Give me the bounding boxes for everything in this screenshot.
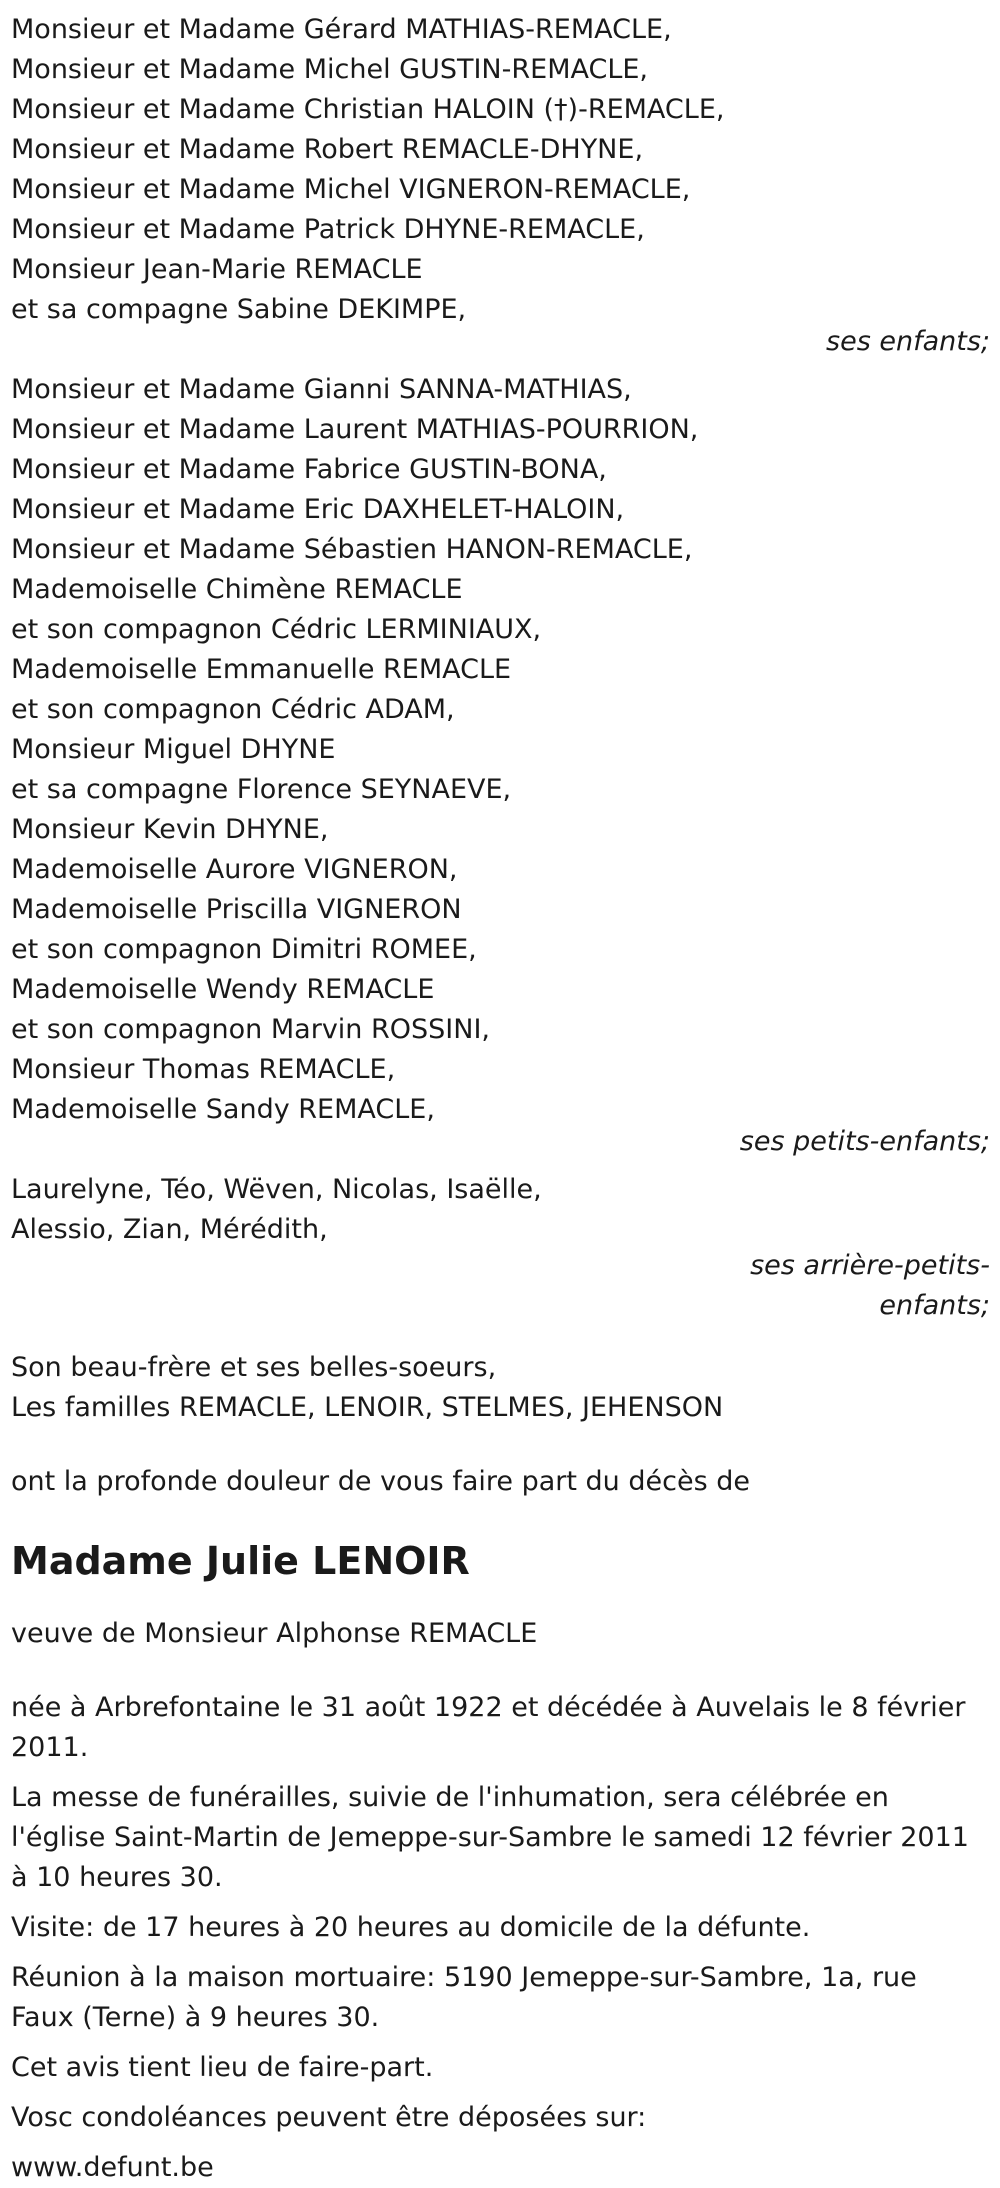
- visit-text: Visite: de 17 heures à 20 heures au domicile de la défunte.: [11, 1912, 811, 1943]
- name-line: Son beau-frère et ses belles-soeurs,: [11, 1352, 497, 1383]
- name-line: Monsieur et Madame Gianni SANNA-MATHIAS,: [11, 374, 632, 405]
- name-line: Mademoiselle Priscilla VIGNERON: [11, 894, 462, 925]
- name-line: Monsieur et Madame Fabrice GUSTIN-BONA,: [11, 454, 607, 485]
- funeral-mass-text: La messe de funérailles, suivie de l'inhumation, sera célébrée en l'église Saint-Martin de Jemeppe-sur-Sambre le samedi 12 février 2011 à 10 heures 30.: [11, 1782, 969, 1893]
- spacer: [11, 1428, 1000, 1462]
- great-grandchildren-section: [11, 1170, 1000, 1326]
- deceased-name: Madame Julie LENOIR: [11, 1539, 470, 1583]
- name-line: Mademoiselle Chimène REMACLE: [11, 574, 463, 605]
- name-line: Monsieur et Madame Michel VIGNERON-REMACLE,: [11, 174, 691, 205]
- grandchildren-section: [11, 370, 1000, 1162]
- name-line: et son compagnon Cédric LERMINIAUX,: [11, 614, 542, 645]
- name-line: Laurelyne, Téo, Wëven, Nicolas, Isaëlle,: [11, 1174, 542, 1205]
- grandchildren-role-label: ses petits-enfants;: [739, 1126, 990, 1157]
- name-line: Monsieur et Madame Robert REMACLE-DHYNE,: [11, 134, 644, 165]
- name-line: et son compagnon Dimitri ROMEE,: [11, 934, 477, 965]
- name-line: Monsieur et Madame Patrick DHYNE-REMACLE,: [11, 214, 645, 245]
- name-line: et son compagnon Marvin ROSSINI,: [11, 1014, 490, 1045]
- name-line: et sa compagne Florence SEYNAEVE,: [11, 774, 512, 805]
- name-line: Alessio, Zian, Mérédith,: [11, 1214, 328, 1245]
- birth-death-text: née à Arbrefontaine le 31 août 1922 et décédée à Auvelais le 8 février 2011.: [11, 1692, 966, 1763]
- funeral-details: [11, 1688, 1000, 2188]
- name-line: Monsieur et Madame Sébastien HANON-REMACLE,: [11, 534, 693, 565]
- name-line: Monsieur et Madame Michel GUSTIN-REMACLE,: [11, 54, 649, 85]
- name-line: Monsieur et Madame Christian HALOIN (†)-REMACLE,: [11, 94, 725, 125]
- name-line: Monsieur et Madame Laurent MATHIAS-POURRION,: [11, 414, 699, 445]
- spacer: [11, 1586, 1000, 1614]
- gathering-text: Réunion à la maison mortuaire: 5190 Jemeppe-sur-Sambre, 1a, rue Faux (Terne) à 9 heures 30.: [11, 1962, 917, 2033]
- great-grandchildren-role-label: ses arrière-petits-enfants;: [750, 1250, 990, 1321]
- name-line: Les familles REMACLE, LENOIR, STELMES, JEHENSON: [11, 1392, 724, 1423]
- name-line: Mademoiselle Wendy REMACLE: [11, 974, 435, 1005]
- condolences-text: Vosc condoléances peuvent être déposées sur:: [11, 2102, 647, 2133]
- name-line: et sa compagne Sabine DEKIMPE,: [11, 294, 467, 325]
- name-line: Monsieur et Madame Eric DAXHELET-HALOIN,: [11, 494, 625, 525]
- name-line: et son compagnon Cédric ADAM,: [11, 694, 455, 725]
- name-line: Mademoiselle Sandy REMACLE,: [11, 1094, 435, 1125]
- children-role-label: ses enfants;: [826, 326, 990, 357]
- name-line: Monsieur Kevin DHYNE,: [11, 814, 329, 845]
- name-line: Monsieur Miguel DHYNE: [11, 734, 336, 765]
- announcement-text: ont la profonde douleur de vous faire part du décès de: [11, 1466, 750, 1497]
- name-line: Monsieur Jean-Marie REMACLE: [11, 254, 423, 285]
- spacer: [11, 1334, 1000, 1348]
- spacer: [11, 1502, 1000, 1536]
- website-link[interactable]: www.defunt.be: [11, 2152, 214, 2183]
- name-line: Monsieur Thomas REMACLE,: [11, 1054, 396, 1085]
- name-line: Monsieur et Madame Gérard MATHIAS-REMACLE,: [11, 14, 672, 45]
- spacer: [11, 1654, 1000, 1688]
- children-section: [11, 10, 1000, 362]
- name-line: Mademoiselle Aurore VIGNERON,: [11, 854, 458, 885]
- notice-text: Cet avis tient lieu de faire-part.: [11, 2052, 434, 2083]
- name-line: Mademoiselle Emmanuelle REMACLE: [11, 654, 512, 685]
- family-section: [11, 1348, 1000, 1428]
- widow-of-text: veuve de Monsieur Alphonse REMACLE: [11, 1618, 538, 1649]
